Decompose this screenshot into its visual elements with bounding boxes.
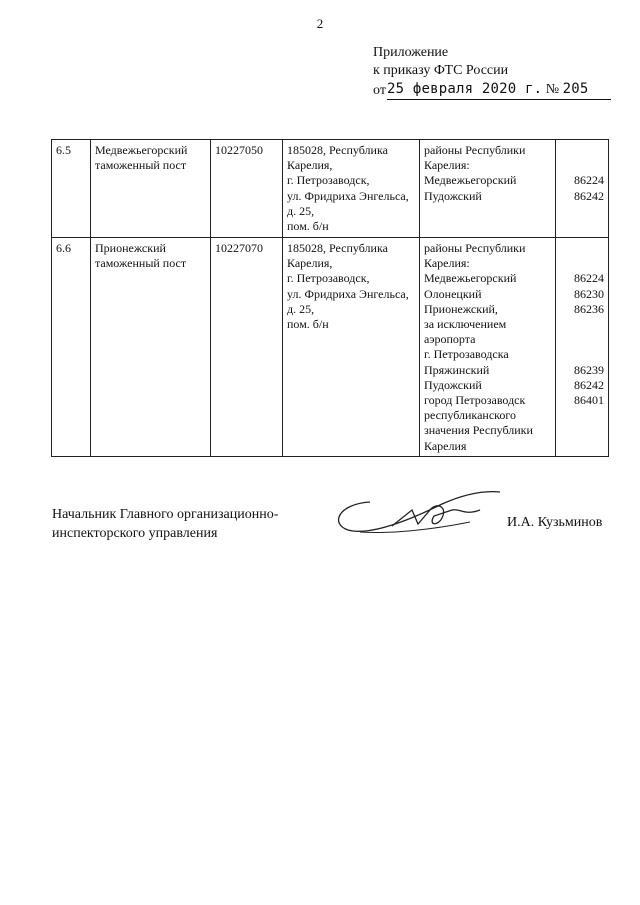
- region-code: [560, 332, 604, 347]
- appendix-title: Приложение: [373, 45, 449, 60]
- region-code: 86239: [574, 362, 604, 377]
- region-code: [560, 143, 604, 158]
- region-code: [560, 241, 604, 256]
- row-number: 6.6: [52, 238, 91, 457]
- appendix-number: 205: [562, 81, 589, 97]
- post-address: 185028, Республика Карелия, г. Петрозаводск, ул. Фридриха Энгельса, д. 25, пом. б/н: [283, 238, 420, 457]
- region-code: [560, 158, 604, 173]
- region-code: [560, 423, 604, 438]
- signature-block: [52, 505, 278, 543]
- region-name: Пудожский: [424, 188, 482, 203]
- region-name: за исключением: [424, 317, 507, 332]
- region-name: г. Петрозаводска: [424, 347, 509, 362]
- region-code: 86236: [574, 301, 604, 316]
- region-code: 86242: [574, 377, 604, 392]
- region-name: аэропорта: [424, 332, 476, 347]
- post-code: 10227050: [211, 140, 283, 238]
- region-name: значения Республики: [424, 423, 533, 438]
- post-code: 10227070: [211, 238, 283, 457]
- appendix-number-label: №: [545, 82, 560, 97]
- appendix-header: [373, 44, 611, 100]
- region-name: районы Республики: [424, 241, 526, 255]
- region-name: Медвежьегорский: [424, 271, 517, 286]
- region-name: Прионежский,: [424, 301, 498, 316]
- region-name: Пудожский: [424, 377, 482, 392]
- region-name: Карелия: [424, 438, 467, 453]
- region-code: [560, 317, 604, 332]
- region-code: [560, 408, 604, 423]
- region-name: республиканского: [424, 408, 516, 423]
- region-list: [420, 140, 556, 238]
- region-code: [560, 438, 604, 453]
- post-address: 185028, Республика Карелия, г. Петрозаводск, ул. Фридриха Энгельса, д. 25, пом. б/н: [283, 140, 420, 238]
- appendix-date-stamp: [387, 80, 611, 100]
- region-codes: [556, 238, 609, 457]
- signatory-name: И.А. Кузьминов: [507, 515, 603, 530]
- region-name: районы Республики: [424, 143, 526, 157]
- region-codes: [556, 140, 609, 238]
- region-name: Карелия:: [424, 158, 470, 173]
- region-name: Карелия:: [424, 256, 470, 271]
- region-code: 86230: [574, 286, 604, 301]
- table-row: [52, 238, 609, 457]
- page-number: 2: [316, 16, 324, 31]
- region-name: Олонецкий: [424, 286, 482, 301]
- post-name: Медвежьегорский таможенный пост: [91, 140, 211, 238]
- post-name: Прионежский таможенный пост: [91, 238, 211, 457]
- handwritten-signature: [330, 480, 510, 550]
- table-row: [52, 140, 609, 238]
- region-code: 86401: [574, 392, 604, 407]
- region-code: 86224: [574, 271, 604, 286]
- region-code: [560, 256, 604, 271]
- signatory-title-line2: инспекторского управления: [52, 526, 218, 541]
- region-list: [420, 238, 556, 457]
- customs-posts-table: [51, 139, 609, 457]
- region-code: 86224: [574, 173, 604, 188]
- appendix-date: 25 февраля 2020 г.: [386, 81, 543, 97]
- region-name: город Петрозаводск: [424, 393, 526, 408]
- appendix-date-prefix: от: [373, 83, 386, 98]
- region-name: Пряжинский: [424, 362, 490, 377]
- region-code: [560, 347, 604, 362]
- row-number: 6.5: [52, 140, 91, 238]
- appendix-date-line: [373, 80, 611, 100]
- region-code: 86242: [574, 188, 604, 203]
- appendix-order-ref: к приказу ФТС России: [373, 63, 509, 78]
- region-name: Медвежьегорский: [424, 173, 517, 188]
- signatory-title-line1: Начальник Главного организационно-: [52, 507, 279, 522]
